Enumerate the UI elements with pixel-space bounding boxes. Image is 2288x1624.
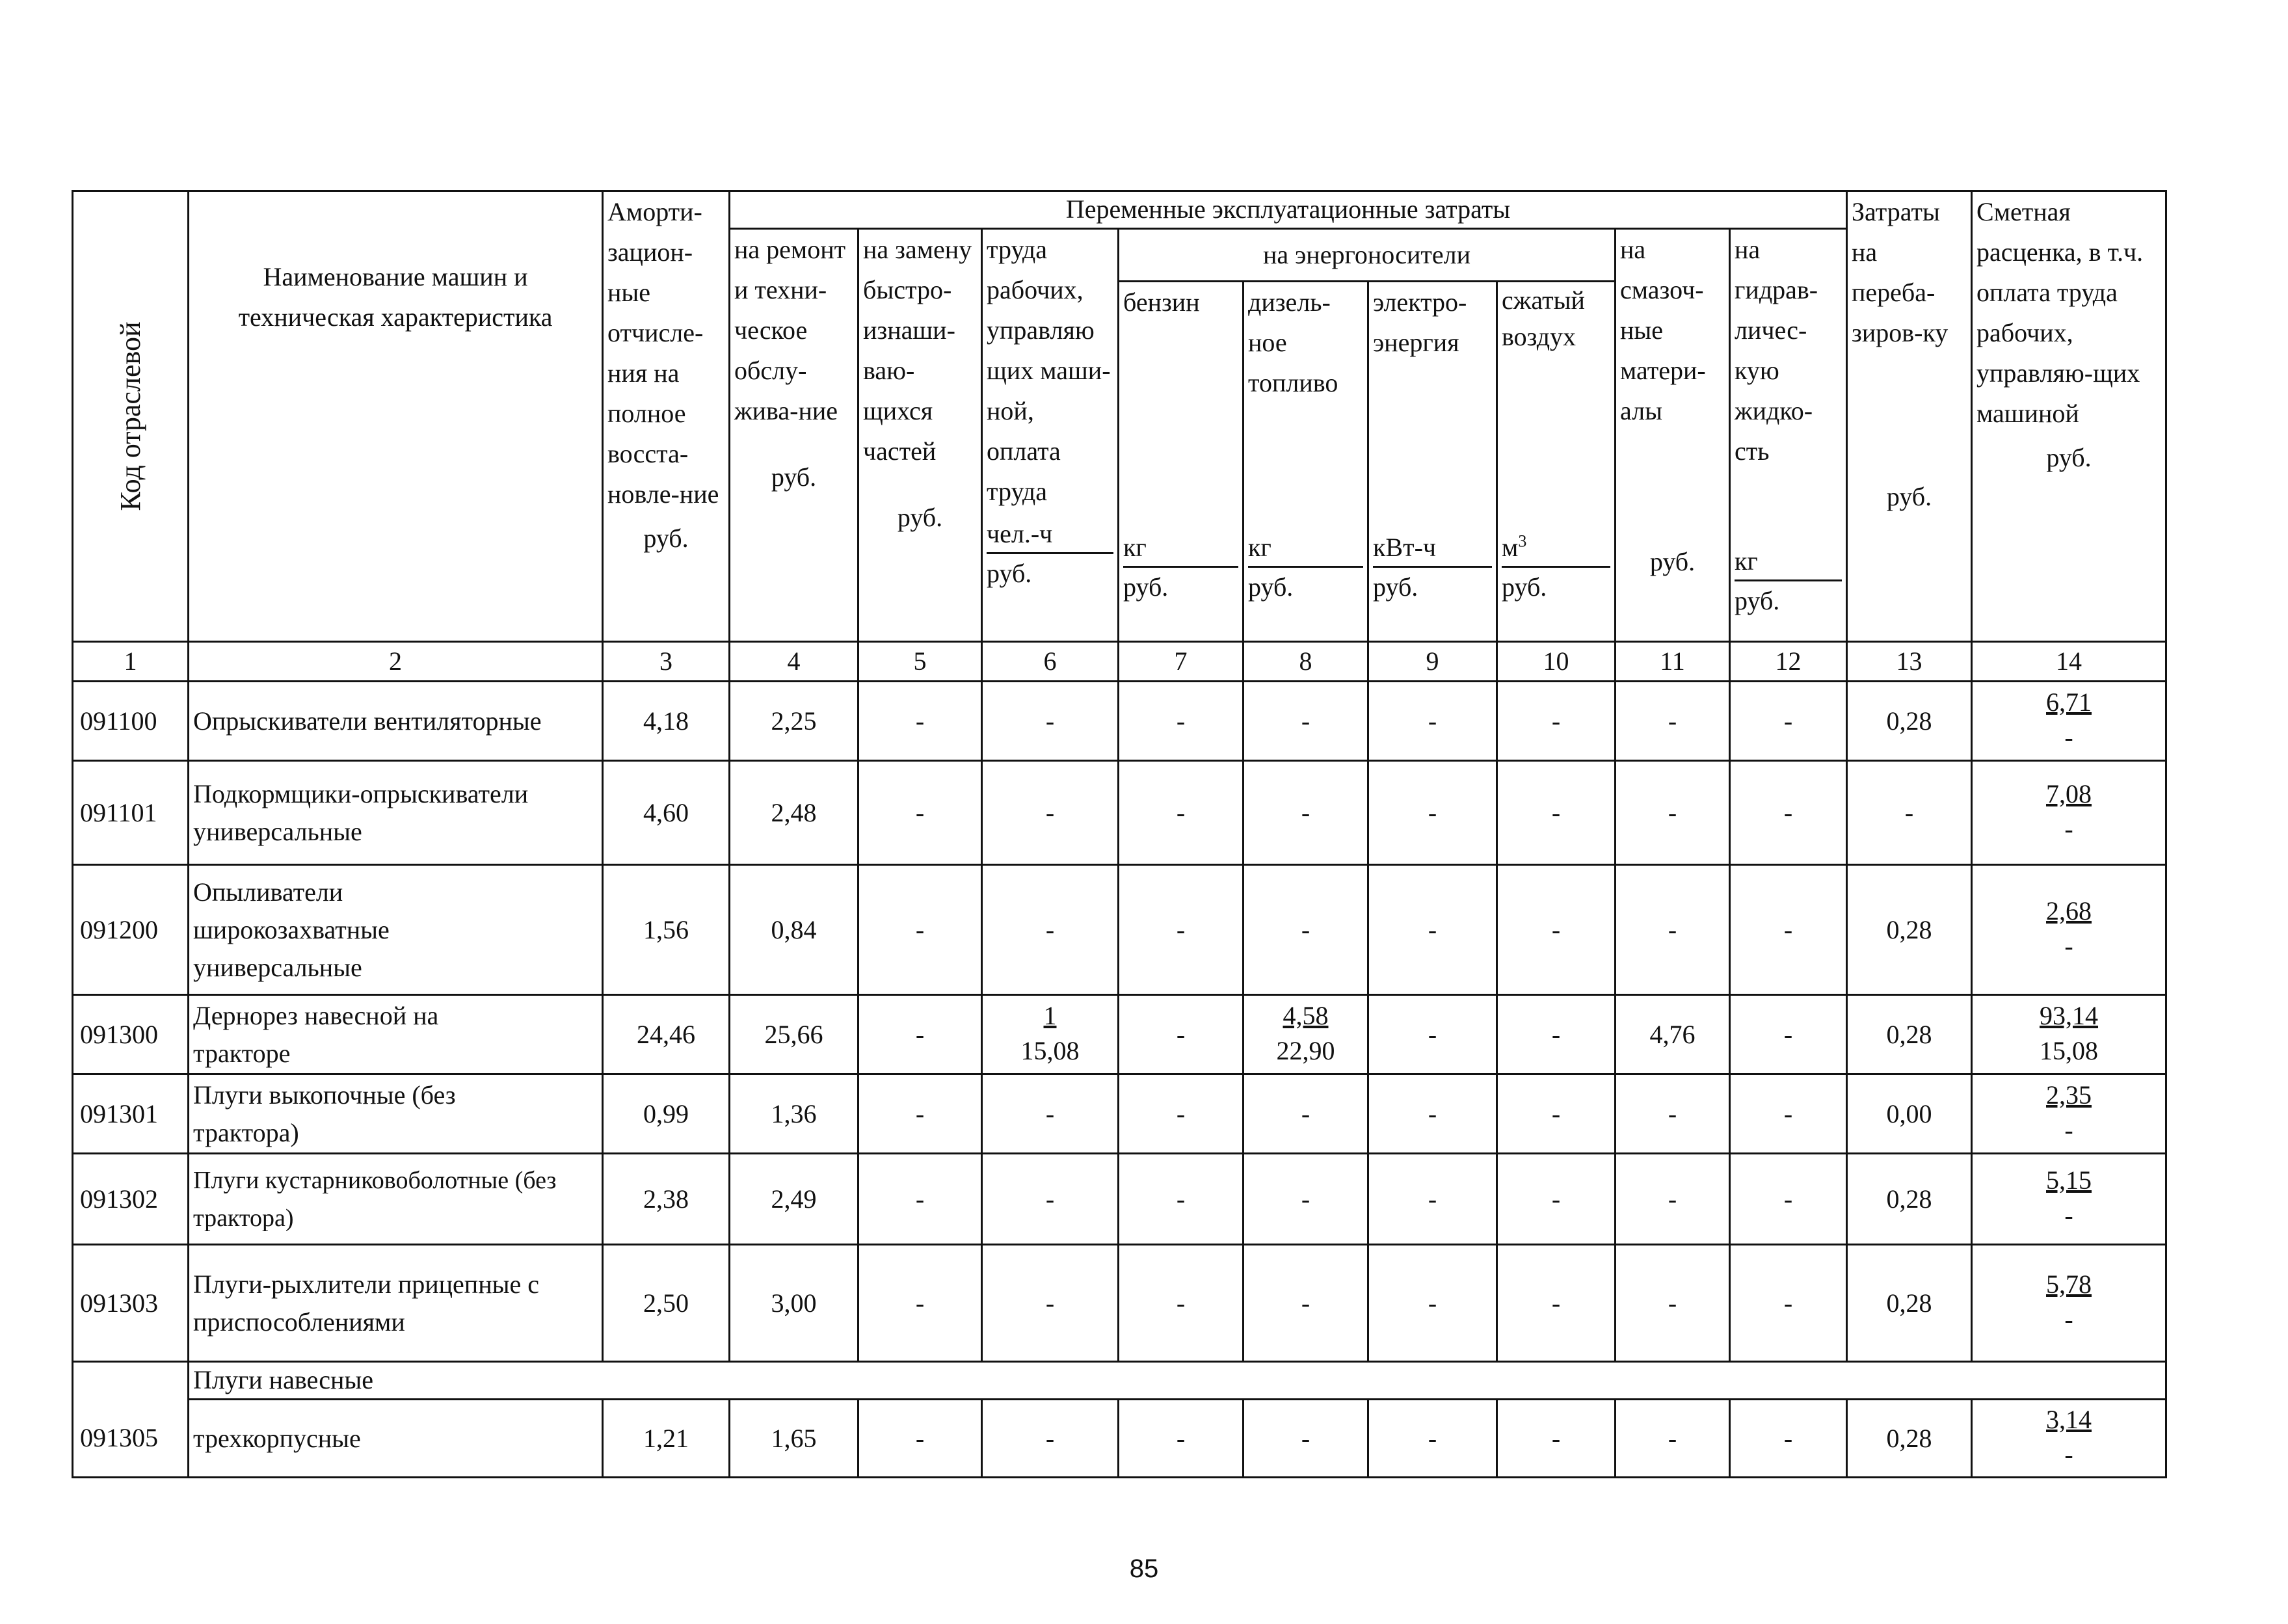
row-c4: 3,00 (730, 1245, 858, 1362)
row-c11: - (1616, 865, 1730, 995)
header-diesel-label: дизель-ное топливо (1248, 287, 1338, 397)
table-row (73, 761, 2166, 865)
row-c8: - (1244, 1400, 1368, 1478)
row-c6: - (982, 1154, 1119, 1245)
row-c11: - (1616, 1400, 1730, 1478)
header-replace-label: на замену быстро-изнаши-ваю-щихся частей (863, 235, 972, 466)
table-row (73, 995, 2166, 1074)
row-c14: $\frac{6,71}{-}$ (1972, 682, 2166, 761)
colnum: 9 (1368, 642, 1497, 682)
unit-rub: руб. (2046, 443, 2092, 472)
unit-air: $м^3$ руб. (1502, 529, 1610, 607)
header-estimate-label: Сметная расценка, в т.ч. оплата труда рабочих, управляю-щих машиной (1976, 197, 2144, 428)
colnum: 5 (858, 642, 982, 682)
row-c11: 4,76 (1616, 995, 1730, 1074)
row-c14: $\frac{93,14}{15,08}$ (1972, 995, 2166, 1074)
row-c7: - (1119, 1245, 1244, 1362)
machine-cost-table (72, 190, 2167, 1478)
row-name: Плуги кустарниковоболотные (без трактора) (189, 1154, 603, 1245)
header-electric-label: электро-энергия (1373, 287, 1467, 357)
unit-rub: руб. (643, 524, 689, 553)
row-c6: - (982, 865, 1119, 995)
column-number-row (73, 642, 2166, 682)
row-c3: 4,60 (603, 761, 730, 865)
row-code: 091101 (73, 761, 189, 865)
row-c6: $\frac{1}{15,08}$ (982, 995, 1119, 1074)
row-c6: - (982, 761, 1119, 865)
row-code: 091100 (73, 682, 189, 761)
header-transfer-label: Затраты на переба-зиров-ку (1852, 197, 1949, 347)
row-c5: - (858, 1074, 982, 1154)
row-c14: $\frac{2,35}{-}$ (1972, 1074, 2166, 1154)
header-petrol (1119, 282, 1244, 642)
row-c11: - (1616, 1154, 1730, 1245)
unit-petrol: кг руб. (1123, 529, 1238, 607)
page-number: 85 (1129, 1554, 1159, 1583)
row-code: 091301 (73, 1074, 189, 1154)
header-petrol-label: бензин (1123, 287, 1200, 317)
row-c12: - (1730, 1154, 1847, 1245)
row-name: Плуги выкопочные (без трактора) (189, 1074, 603, 1154)
row-c4: 2,48 (730, 761, 858, 865)
row-code: 091300 (73, 995, 189, 1074)
row-c5: - (858, 1154, 982, 1245)
unit-electric: кВт-ч руб. (1373, 529, 1492, 607)
row-code: 091303 (73, 1245, 189, 1362)
row-c10: - (1497, 1400, 1616, 1478)
colnum: 10 (1497, 642, 1616, 682)
row-c11: - (1616, 1074, 1730, 1154)
row-c3: 24,46 (603, 995, 730, 1074)
colnum: 4 (730, 642, 858, 682)
row-c8: - (1244, 1154, 1368, 1245)
header-labor-label: труда рабочих, управляю щих маши-ной, оплата труда (987, 235, 1111, 506)
row-c14: $\frac{3,14}{-}$ (1972, 1400, 2166, 1478)
header-transfer (1847, 191, 1972, 642)
header-name (189, 191, 603, 642)
colnum: 11 (1616, 642, 1730, 682)
row-c11: - (1616, 1245, 1730, 1362)
header-repair-label: на ремонт и техни-ческое обслу-жива-ние (734, 235, 846, 425)
row-c13: 0,28 (1847, 865, 1972, 995)
table-row (73, 682, 2166, 761)
table-row (73, 1245, 2166, 1362)
header-lubricant (1616, 229, 1730, 642)
header-repair (730, 229, 858, 642)
row-c3: 1,21 (603, 1400, 730, 1478)
row-c12: - (1730, 761, 1847, 865)
row-c7: - (1119, 1154, 1244, 1245)
row-c14: $\frac{7,08}{-}$ (1972, 761, 2166, 865)
row-c12: - (1730, 1245, 1847, 1362)
table-row (73, 1154, 2166, 1245)
row-c9: - (1368, 1400, 1497, 1478)
row-c12: - (1730, 1074, 1847, 1154)
unit-rub: руб. (771, 462, 817, 492)
row-c7: - (1119, 682, 1244, 761)
colnum: 2 (189, 642, 603, 682)
row-c10: - (1497, 995, 1616, 1074)
row-c3: 4,18 (603, 682, 730, 761)
row-c4: 2,49 (730, 1154, 858, 1245)
row-c8: - (1244, 761, 1368, 865)
header-amort (603, 191, 730, 642)
row-name: Дернорез навесной на тракторе (189, 995, 603, 1074)
row-c11: - (1616, 761, 1730, 865)
header-amort-label: Аморти-зацион-ные отчисле-ния на полное восста-новле-ние (607, 197, 719, 509)
row-c6: - (982, 1074, 1119, 1154)
row-c8: $\frac{4,58}{22,90}$ (1244, 995, 1368, 1074)
row-c13: 0,28 (1847, 995, 1972, 1074)
row-c5: - (858, 682, 982, 761)
row-c13: 0,28 (1847, 1400, 1972, 1478)
row-c9: - (1368, 682, 1497, 761)
row-c12: - (1730, 995, 1847, 1074)
header-hydraulic-label: на гидрав-личес-кую жидко-сть (1735, 235, 1818, 466)
row-c10: - (1497, 865, 1616, 995)
row-c6: - (982, 1400, 1119, 1478)
row-c5: - (858, 865, 982, 995)
row-c5: - (858, 761, 982, 865)
unit-diesel: кг руб. (1248, 529, 1363, 607)
row-c3: 2,38 (603, 1154, 730, 1245)
row-c7: - (1119, 1074, 1244, 1154)
row-c3: 2,50 (603, 1245, 730, 1362)
row-name: Плуги-рыхлители прицепные с приспособлениями (189, 1245, 603, 1362)
unit-rub: руб. (897, 503, 943, 532)
colnum: 13 (1847, 642, 1972, 682)
header-code (73, 191, 189, 642)
row-c9: - (1368, 1245, 1497, 1362)
table-row (73, 1074, 2166, 1154)
header-variable: Переменные эксплуатационные затраты (730, 191, 1847, 229)
header-diesel (1244, 282, 1368, 642)
row-c12: - (1730, 1400, 1847, 1478)
row-c10: - (1497, 1154, 1616, 1245)
row-c4: 0,84 (730, 865, 858, 995)
row-c3: 1,56 (603, 865, 730, 995)
row-c8: - (1244, 682, 1368, 761)
colnum: 1 (73, 642, 189, 682)
row-name: Опыливатели широкозахватные универсальные (189, 865, 603, 995)
row-c10: - (1497, 761, 1616, 865)
row-c5: - (858, 1245, 982, 1362)
row-c4: 25,66 (730, 995, 858, 1074)
row-c9: - (1368, 995, 1497, 1074)
header-row-1 (73, 191, 2166, 229)
header-name-label: Наименование машин и техническая характеристика (238, 262, 553, 332)
row-c12: - (1730, 682, 1847, 761)
header-hydraulic (1730, 229, 1847, 642)
row-c7: - (1119, 761, 1244, 865)
row-c8: - (1244, 1074, 1368, 1154)
header-labor (982, 229, 1119, 642)
header-estimate (1972, 191, 2166, 642)
header-air (1497, 282, 1616, 642)
row-c6: - (982, 682, 1119, 761)
group-title: Плуги навесные (189, 1362, 2166, 1400)
row-c13: 0,28 (1847, 1245, 1972, 1362)
row-c13: 0,00 (1847, 1074, 1972, 1154)
unit-rub: руб. (1649, 547, 1696, 576)
row-c4: 1,65 (730, 1400, 858, 1478)
table-row (73, 865, 2166, 995)
row-code: 091305 (73, 1400, 189, 1478)
row-name: Подкормщики-опрыскиватели универсальные (189, 761, 603, 865)
row-c14: $\frac{5,78}{-}$ (1972, 1245, 2166, 1362)
header-energy: на энергоносители (1119, 229, 1616, 282)
row-c5: - (858, 1400, 982, 1478)
row-c7: - (1119, 995, 1244, 1074)
row-c7: - (1119, 865, 1244, 995)
row-c13: 0,28 (1847, 682, 1972, 761)
row-name: трехкорпусные (189, 1400, 603, 1478)
row-c3: 0,99 (603, 1074, 730, 1154)
row-c10: - (1497, 1074, 1616, 1154)
table-row (73, 1400, 2166, 1478)
row-c11: - (1616, 682, 1730, 761)
row-c14: $\frac{2,68}{-}$ (1972, 865, 2166, 995)
row-c4: 2,25 (730, 682, 858, 761)
row-code: 091200 (73, 865, 189, 995)
row-c4: 1,36 (730, 1074, 858, 1154)
colnum: 7 (1119, 642, 1244, 682)
row-c9: - (1368, 761, 1497, 865)
header-electric (1368, 282, 1497, 642)
row-c12: - (1730, 865, 1847, 995)
row-c7: - (1119, 1400, 1244, 1478)
unit-rub: руб. (1886, 482, 1932, 511)
group-row (73, 1362, 2166, 1400)
row-c8: - (1244, 865, 1368, 995)
row-c10: - (1497, 1245, 1616, 1362)
header-replace (858, 229, 982, 642)
row-c9: - (1368, 865, 1497, 995)
row-code: 091302 (73, 1154, 189, 1245)
row-c14: $\frac{5,15}{-}$ (1972, 1154, 2166, 1245)
colnum: 8 (1244, 642, 1368, 682)
row-c6: - (982, 1245, 1119, 1362)
header-code-label: Код отраслевой (114, 321, 146, 511)
colnum: 14 (1972, 642, 2166, 682)
row-c5: - (858, 995, 982, 1074)
header-lubricant-label: на смазоч-ные матери-алы (1620, 235, 1706, 425)
row-c10: - (1497, 682, 1616, 761)
row-c8: - (1244, 1245, 1368, 1362)
header-air-label: сжатый воздух (1502, 286, 1585, 351)
colnum: 3 (603, 642, 730, 682)
row-c13: - (1847, 761, 1972, 865)
unit-hydraulic: кг руб. (1735, 543, 1842, 620)
colnum: 12 (1730, 642, 1847, 682)
colnum: 6 (982, 642, 1119, 682)
row-c9: - (1368, 1154, 1497, 1245)
unit-labor: чел.-ч руб. (987, 516, 1113, 593)
row-name: Опрыскиватели вентиляторные (189, 682, 603, 761)
document-sheet (72, 190, 2165, 1478)
row-c9: - (1368, 1074, 1497, 1154)
row-c13: 0,28 (1847, 1154, 1972, 1245)
